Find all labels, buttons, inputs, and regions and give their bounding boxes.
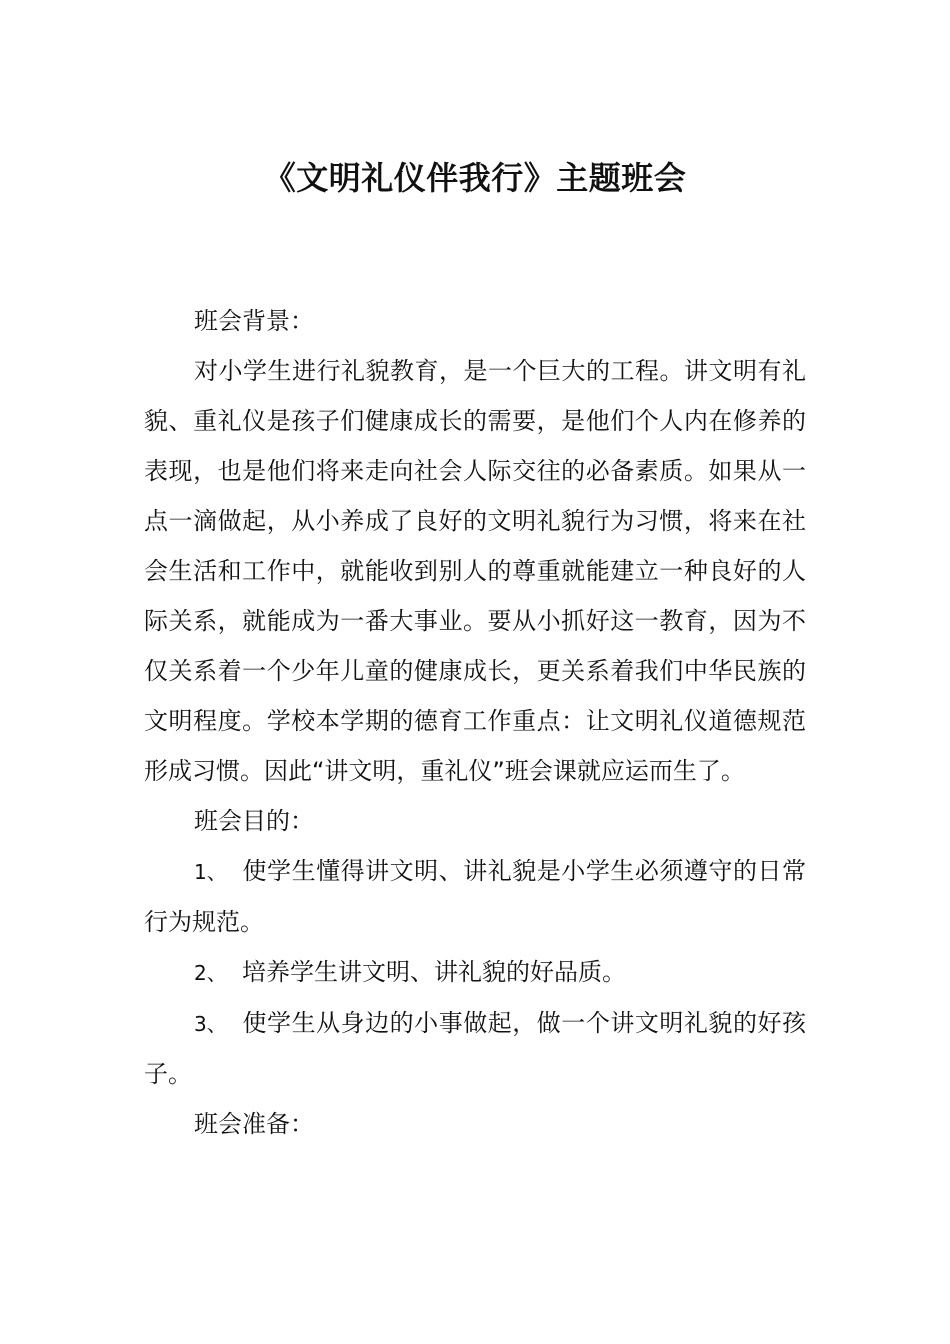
document-body <box>144 296 806 1149</box>
prep-heading: 班会准备： <box>194 1110 314 1138</box>
goal-item-1 <box>144 846 806 947</box>
goal-number: 3、 <box>194 1012 227 1036</box>
goal-text: 培养学生讲文明、讲礼貌的好品质。 <box>242 958 626 986</box>
goal-text: 使学生懂得讲文明、讲礼貌是小学生必须遵守的日常行为规范。 <box>144 857 806 936</box>
goal-number: 2、 <box>194 961 227 985</box>
document-title: 《文明礼仪伴我行》主题班会 <box>263 159 687 197</box>
background-heading: 班会背景： <box>194 307 314 335</box>
goal-text: 使学生从身边的小事做起，做一个讲文明礼貌的好孩子。 <box>144 1009 806 1088</box>
goal-item-2 <box>144 947 806 998</box>
background-paragraph: 对小学生进行礼貌教育，是一个巨大的工程。讲文明有礼貌、重礼仪是孩子们健康成长的需要，是他们个人内在修养的表现，也是他们将来走向社会人际交往的必备素质。如果从一点一滴做起，从小养成了良好的文明礼貌行为习惯，将来在社会生活和工作中，就能收到别人的尊重就能建立一种良好的人际关系，就能成为一番大事业。要从小抓好这一教育，因为不仅关系着一个少年儿童的健康成长，更关系着我们中华民族的文明程度。学校本学期的德育工作重点：让文明礼仪道德规范形成习惯。因此“讲文明，重礼仪”班会课就应运而生了。 <box>144 357 806 785</box>
goal-heading: 班会目的： <box>194 807 314 835</box>
goal-number: 1、 <box>194 860 227 884</box>
goal-item-3 <box>144 998 806 1099</box>
